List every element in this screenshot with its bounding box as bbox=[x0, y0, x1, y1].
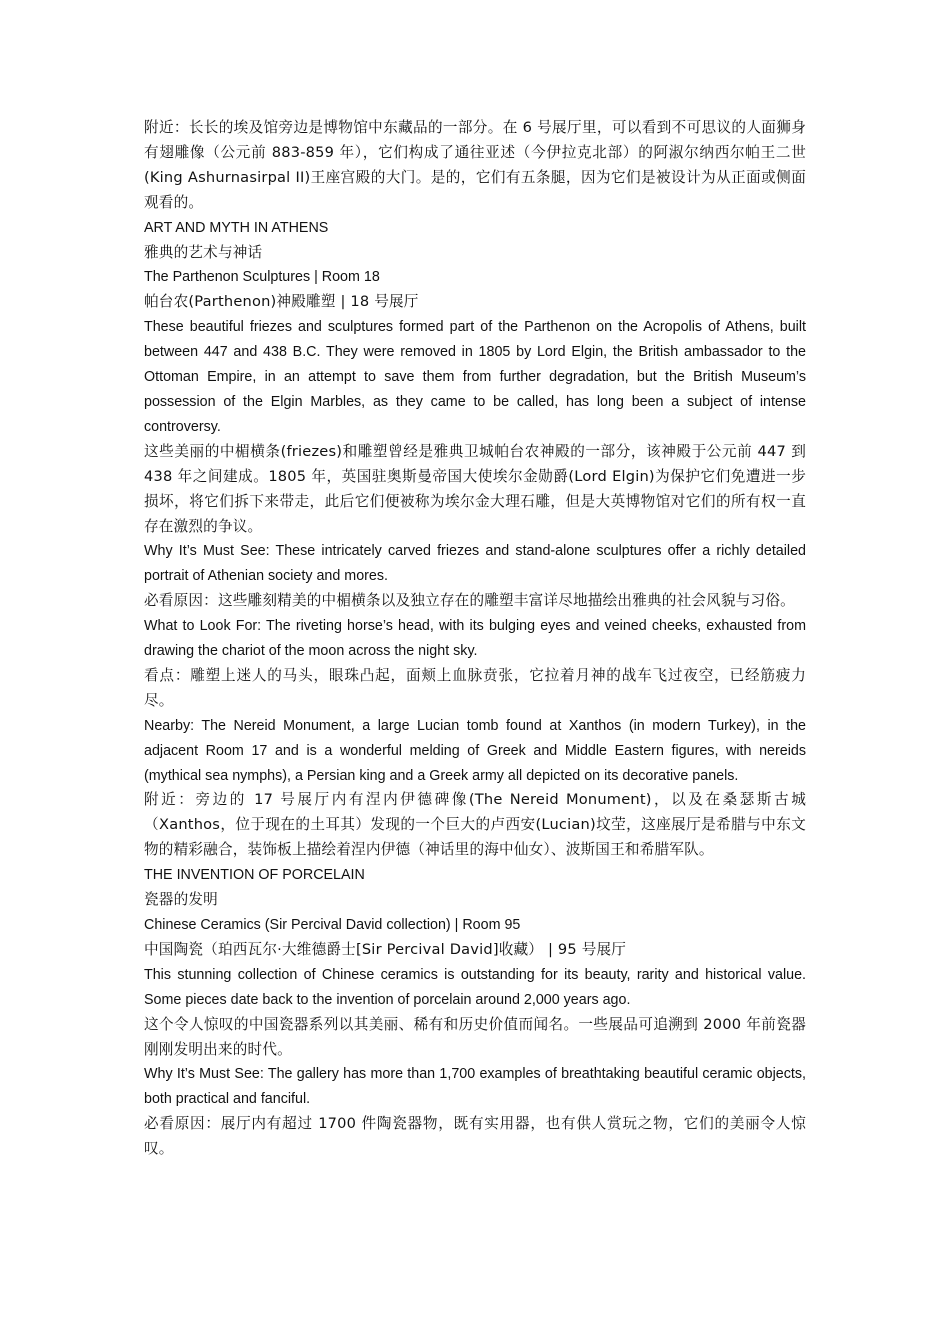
heading-ceramics-title-en: Chinese Ceramics (Sir Percival David collection) | Room 95 bbox=[144, 917, 521, 933]
heading-section-athens-zh: 雅典的艺术与神话 bbox=[144, 243, 263, 261]
paragraph-parthenon-look-en: What to Look For: The riveting horse’s head, with its bulging eyes and veined cheeks, exhausted from drawing the chariot of the moon across the night sky. bbox=[144, 618, 806, 660]
heading-section-porcelain-zh: 瓷器的发明 bbox=[144, 891, 218, 909]
heading-section-athens-en: ART AND MYTH IN ATHENS bbox=[144, 219, 329, 236]
heading-parthenon-title-en: The Parthenon Sculptures | Room 18 bbox=[144, 269, 380, 286]
paragraph-ceramics-desc-zh: 这个令人惊叹的中国瓷器系列以其美丽、稀有和历史价值而闻名。一些展品可追溯到 2000 年前瓷器刚刚发明出来的时代。 bbox=[144, 1015, 806, 1058]
heading-ceramics-title-zh: 中国陶瓷（珀西瓦尔·大维德爵士[Sir Percival David]收藏） | 95 号展厅 bbox=[144, 940, 627, 958]
paragraph-parthenon-why-en: Why It’s Must See: These intricately carved friezes and stand-alone sculptures offer a richly detailed portrait of Athenian society and mores. bbox=[144, 543, 806, 585]
paragraph-parthenon-desc-zh: 这些美丽的中楣横条(friezes)和雕塑曾经是雅典卫城帕台农神殿的一部分，该神殿于公元前 447 到 438 年之间建成。1805 年，英国驻奥斯曼帝国大使埃尔金勋爵(Lord Elgin)为保护它们免遭进一步损坏，将它们拆下来带走，此后它们便被称为埃尔金大理石雕，但是大英博物馆对它们的所有权一直存在激烈的争议。 bbox=[144, 442, 806, 535]
paragraph-ceramics-desc-en: This stunning collection of Chinese ceramics is outstanding for its beauty, rarity and historical value. Some pieces date back to the invention of porcelain around 2,000 years ago. bbox=[144, 966, 806, 1008]
document-page bbox=[144, 116, 806, 1162]
heading-section-porcelain-en: THE INVENTION OF PORCELAIN bbox=[144, 867, 365, 884]
paragraph-nereid-nearby-zh: 附近：旁边的 17 号展厅内有涅内伊德碑像(The Nereid Monument)，以及在桑瑟斯古城（Xanthos，位于现在的土耳其）发现的一个巨大的卢西安(Lucian)坟茔，这座展厅是希腊与中东文物的精彩融合，装饰板上描绘着涅内伊德（神话里的海中仙女）、波斯国王和希腊军队。 bbox=[144, 791, 806, 859]
paragraph-ceramics-why-en: Why It’s Must See: The gallery has more than 1,700 examples of breathtaking beautiful ceramic objects, both practical and fanciful. bbox=[144, 1066, 806, 1108]
paragraph-parthenon-look-zh: 看点：雕塑上迷人的马头，眼珠凸起，面颊上血脉贲张，它拉着月神的战车飞过夜空，已经筋疲力尽。 bbox=[144, 666, 806, 709]
paragraph-ceramics-why-zh: 必看原因：展厅内有超过 1700 件陶瓷器物，既有实用器，也有供人赏玩之物，它们的美丽令人惊叹。 bbox=[144, 1115, 806, 1158]
paragraph-nereid-nearby-en: Nearby: The Nereid Monument, a large Lucian tomb found at Xanthos (in modern Turkey), in the adjacent Room 17 and is a wonderful melding of Greek and Middle Eastern figures, with nereids (mythical sea nymphs), a Persian king and a Greek army all depicted on its decorative panels. bbox=[144, 717, 806, 784]
paragraph-parthenon-desc-en: These beautiful friezes and sculptures formed part of the Parthenon on the Acropolis of Athens, built between 447 and 438 B.C. They were removed in 1805 by Lord Elgin, the British ambassador to the Ottoman Empire, in an attempt to save them from further degradation, but the British Museum’s possession of the Elgin Marbles, as they came to be called, has long been a subject of intense controversy. bbox=[144, 319, 806, 435]
paragraph-nearby-assyria-zh: 附近：长长的埃及馆旁边是博物馆中东藏品的一部分。在 6 号展厅里，可以看到不可思议的人面狮身有翅雕像（公元前 883-859 年），它们构成了通往亚述（今伊拉克北部）的阿淑尔纳西尔帕王二世(King Ashurnasirpal II)王座宫殿的大门。是的，它们有五条腿，因为它们是被设计为从正面或侧面观看的。 bbox=[144, 119, 806, 211]
paragraph-parthenon-why-zh: 必看原因：这些雕刻精美的中楣横条以及独立存在的雕塑丰富详尽地描绘出雅典的社会风貌与习俗。 bbox=[144, 592, 795, 610]
heading-parthenon-title-zh: 帕台农(Parthenon)神殿雕塑 | 18 号展厅 bbox=[144, 293, 419, 311]
